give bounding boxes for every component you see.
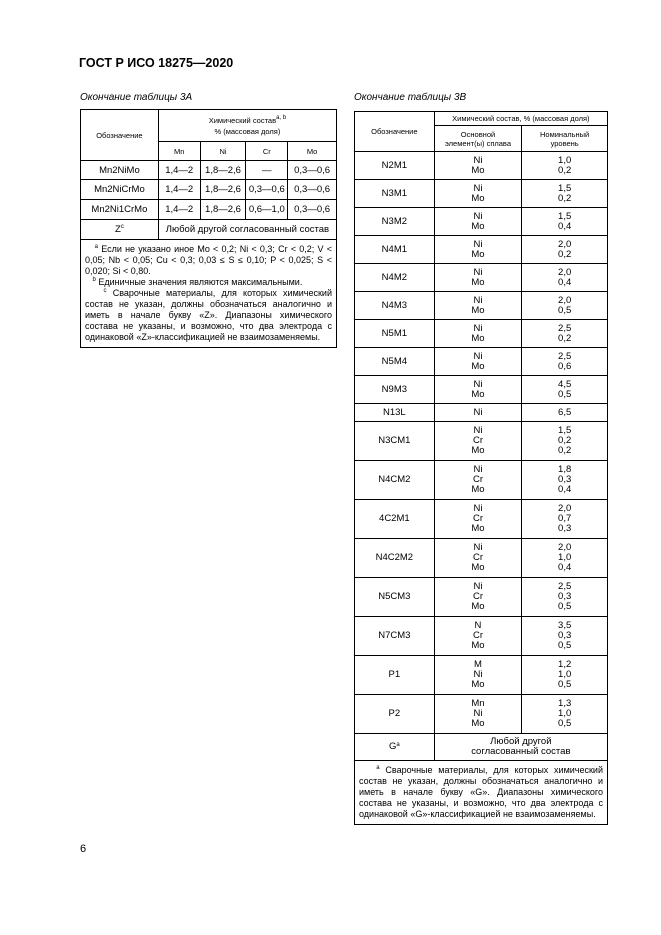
table-row: N5CM3 Ni Cr Mo 2,5 0,3 0,5: [355, 578, 608, 617]
table-row: N4C2M2 Ni Cr Mo 2,0 1,0 0,4: [355, 539, 608, 578]
table-row: N4M2 Ni Mo 2,0 0,4: [355, 264, 608, 292]
table-row: N7CM3 N Cr Mo 3,5 0,3 0,5: [355, 617, 608, 656]
table-row: P2 Mn Ni Mo 1,3 1,0 0,5: [355, 695, 608, 734]
table-3b-footnote: $^a$ Сварочные материалы, для которых химический состав не указан, должны обозначаться аналогично и иметь в начале букву «G». Диапазоны химического состава не указаны, и возможно, что два электрода с одинаковой «G»-классификацией не взаимозаменяемы.: [355, 761, 608, 825]
table-row: N4M1 Ni Mo 2,0 0,2: [355, 236, 608, 264]
table-3a-designation-header: Обозначение: [81, 110, 159, 161]
table-row: N3M2 Ni Mo 1,5 0,4: [355, 208, 608, 236]
table-row: N2M1 Ni Mo 1,0 0,2: [355, 152, 608, 180]
table-row: N3M1 Ni Mo 1,5 0,2: [355, 180, 608, 208]
table-row: N3CM1 Ni Cr Mo 1,5 0,2 0,2: [355, 422, 608, 461]
table-row: Mn2Ni1CrMo 1,4—2 1,8—2,6 0,6—1,0 0,3—0,6: [81, 200, 337, 220]
table-3a-chem-header: Химический состав$^{a, b}$ % (массовая доля): [158, 110, 336, 142]
table-3b: [354, 111, 608, 825]
table-3a-mo-header: Mo: [288, 142, 337, 161]
table-row: N4M3 Ni Mo 2,0 0,5: [355, 292, 608, 320]
table-row: Mn2NiCrMo 1,4—2 1,8—2,6 0,3—0,6 0,3—0,6: [81, 180, 337, 200]
table-row-g: $G^a$ Любой другой согласованный состав: [355, 734, 608, 761]
table-row: Mn2NiMo 1,4—2 1,8—2,6 — 0,3—0,6: [81, 161, 337, 180]
table-row: P1 M Ni Mo 1,2 1,0 0,5: [355, 656, 608, 695]
table-3a-mn-header: Mn: [158, 142, 200, 161]
table-3a-ni-header: Ni: [200, 142, 246, 161]
table-3a-caption: Окончание таблицы 3А: [80, 92, 193, 103]
table-row-z: $Z^c$ Любой другой согласованный состав: [81, 220, 337, 240]
page-number: 6: [80, 843, 87, 855]
table-3a-footnotes: $^a$ Если не указано иное Mo < 0,2; Ni < 0,3; Cr < 0,2; V < 0,05; Nb < 0,05; Cu < 0,3; 0,03 ≤ S ≤ 0,10; P < 0,025; S < 0,020; Si < 0,80. $^b$ Единичные значения являются максимальными. $^c$ Сварочные материалы, для которых химический состав не указан, должны обозначаться аналогично и иметь в начале букву «Z». Диапазоны химического состава не указаны, и возможно, что два электрода с одинаковой «Z»-классификацией не взаимозаменяемы.: [81, 240, 337, 348]
document-header: ГОСТ Р ИСО 18275—2020: [79, 56, 234, 70]
table-row: N5M1 Ni Mo 2,5 0,2: [355, 320, 608, 348]
table-3b-designation-header: Обозначение: [355, 112, 435, 152]
table-3b-nominal-header: Номинальный уровень: [522, 126, 608, 152]
table-3b-chem-header: Химический состав, % (массовая доля): [434, 112, 607, 126]
table-row: N4CM2 Ni Cr Mo 1,8 0,3 0,4: [355, 461, 608, 500]
table-3a-cr-header: Cr: [246, 142, 288, 161]
table-row: N9M3 Ni Mo 4,5 0,5: [355, 376, 608, 404]
table-3b-main-header: Основной элемент(ы) сплава: [434, 126, 522, 152]
table-row: N13L Ni 6,5: [355, 404, 608, 422]
table-row: N5M4 Ni Mo 2,5 0,6: [355, 348, 608, 376]
table-3b-caption: Окончание таблицы 3В: [354, 92, 467, 103]
table-3a: [80, 109, 337, 348]
table-row: 4C2M1 Ni Cr Mo 2,0 0,7 0,3: [355, 500, 608, 539]
